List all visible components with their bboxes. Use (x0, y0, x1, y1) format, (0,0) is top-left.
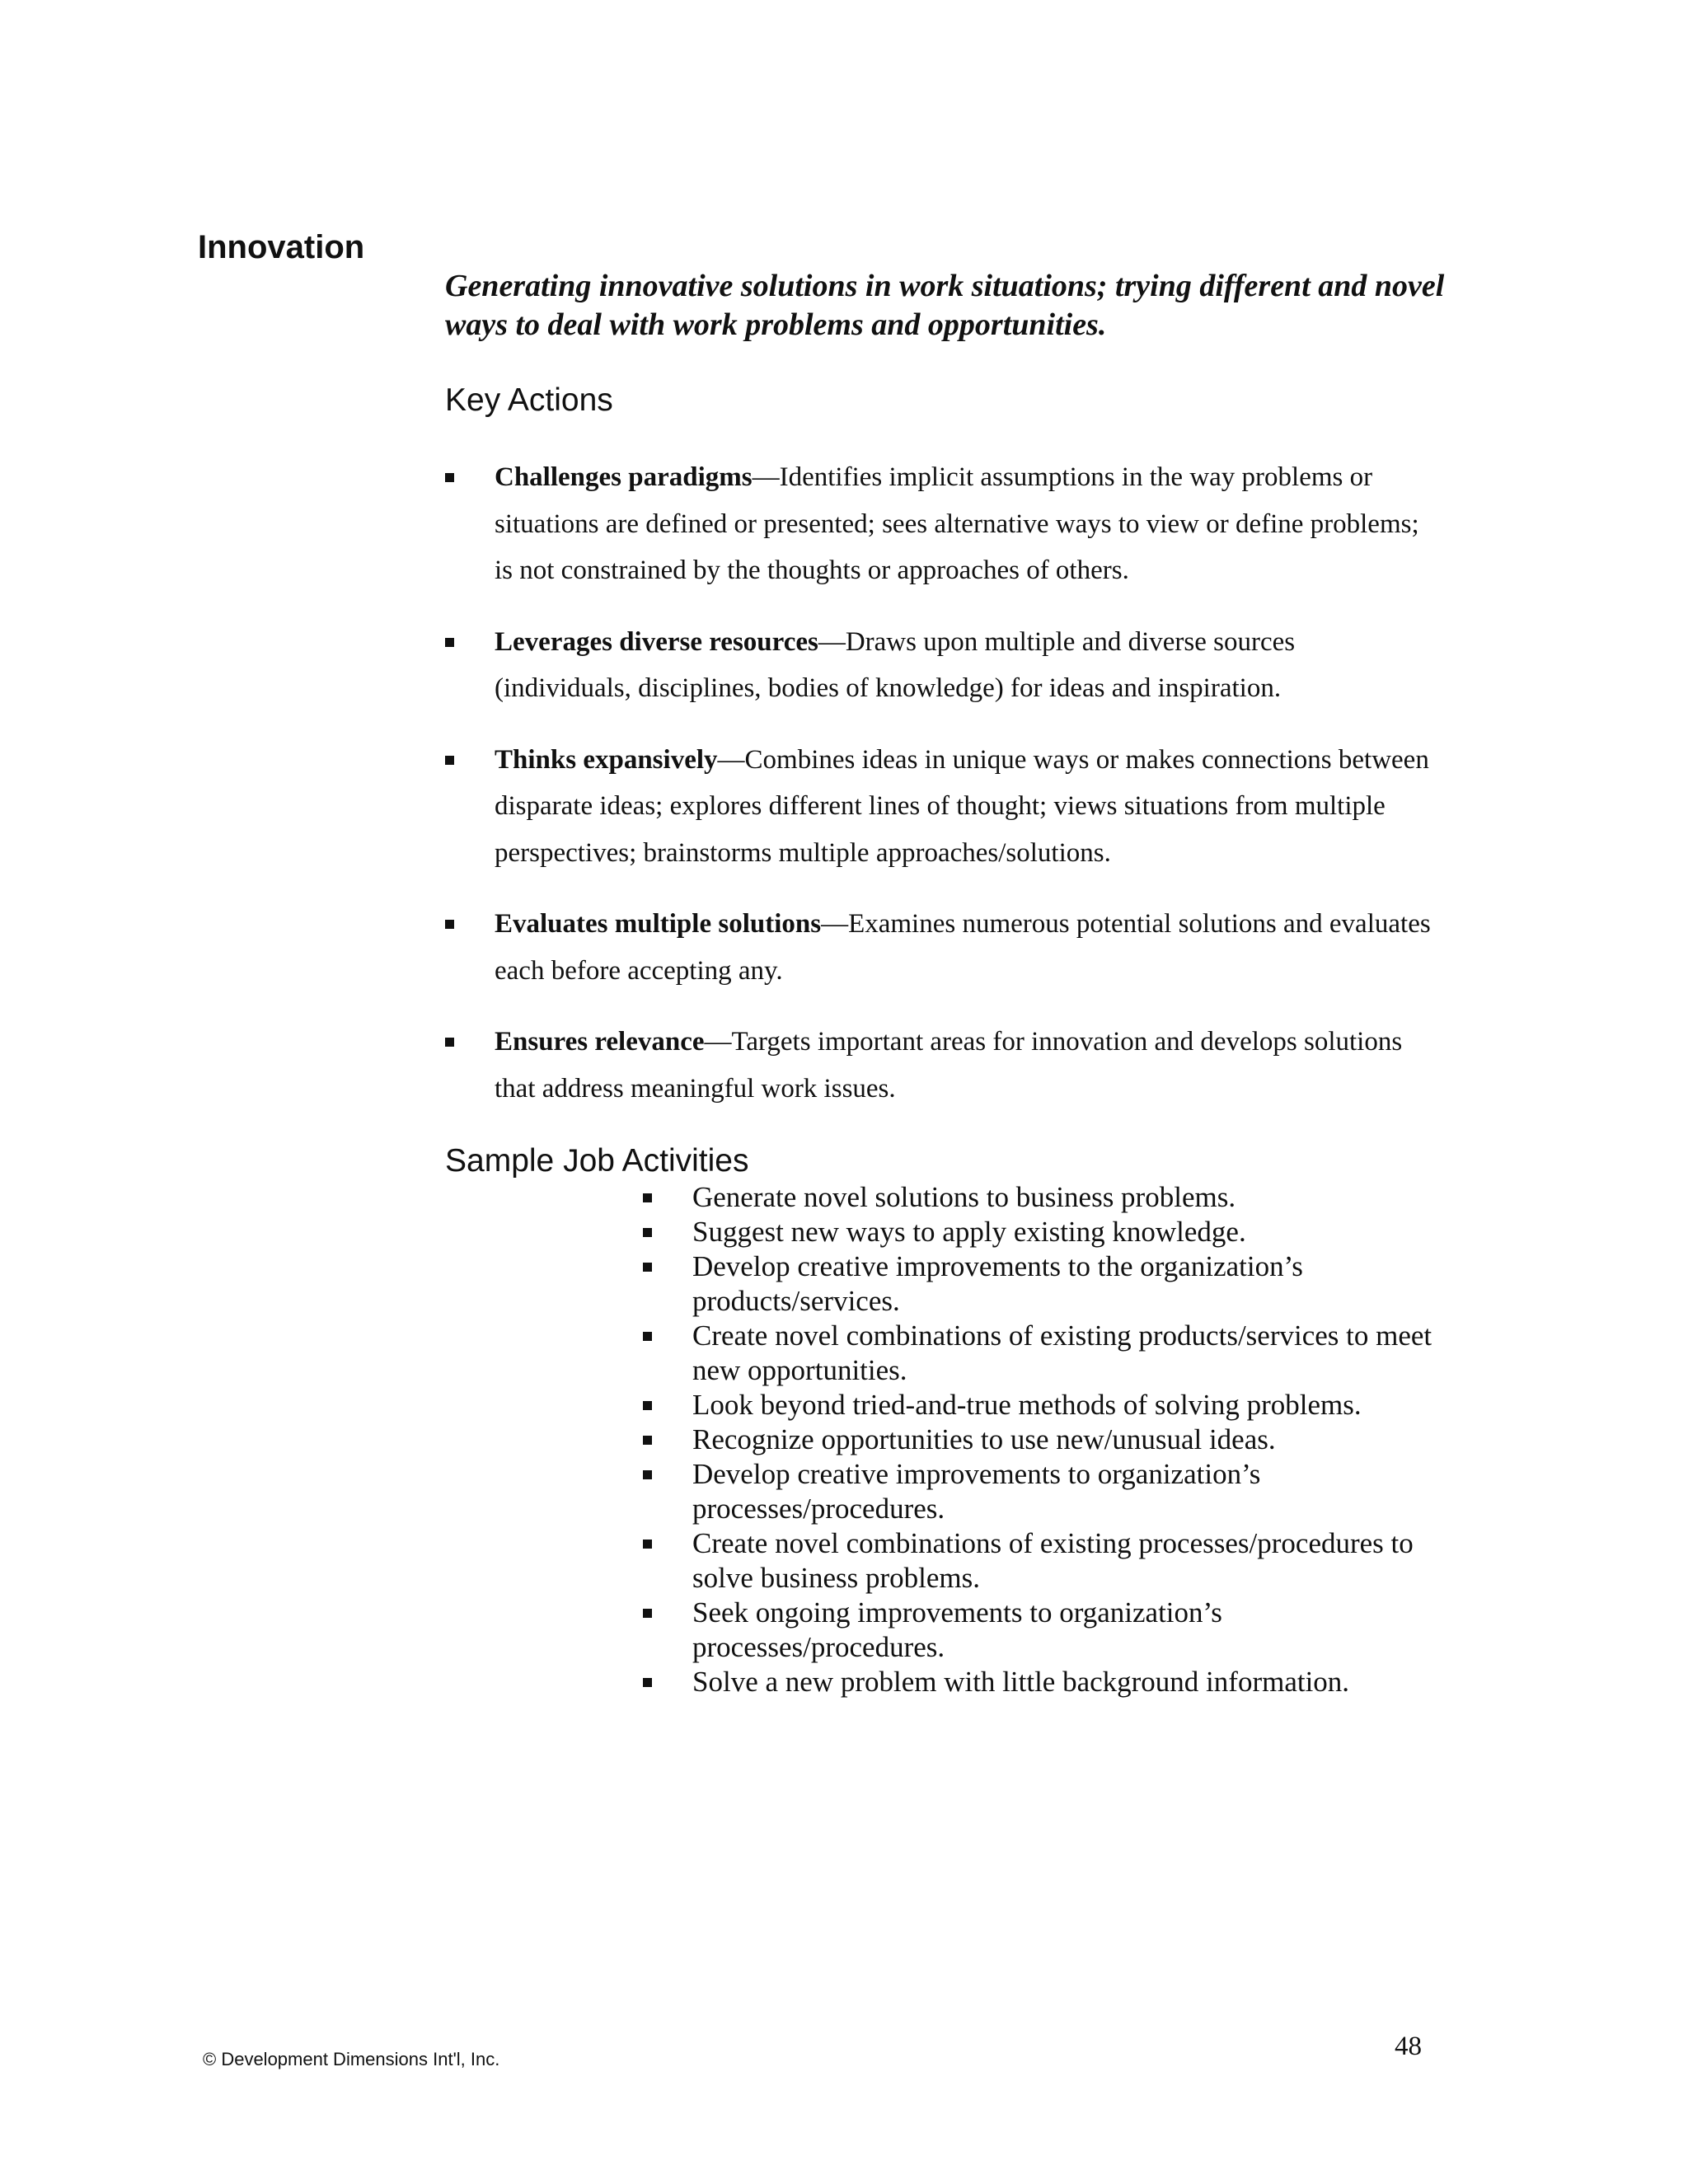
activity-item (643, 1665, 1451, 1699)
key-action-item (445, 619, 1434, 712)
activity-item (643, 1422, 1451, 1457)
square-bullet-icon (643, 1470, 652, 1479)
square-bullet-icon (445, 920, 454, 929)
key-action-text: —Targets important areas for innovation and develops solutions that address meaningful work issues. (495, 1027, 1403, 1104)
activity-item (643, 1596, 1451, 1665)
activity-item (643, 1319, 1451, 1388)
sample-job-activities-heading: Sample Job Activities (445, 1143, 749, 1179)
square-bullet-icon (445, 756, 454, 765)
activity-text: Look beyond tried-and-true methods of solving problems. (692, 1389, 1362, 1421)
activity-item (643, 1215, 1451, 1249)
square-bullet-icon (643, 1193, 652, 1202)
square-bullet-icon (643, 1609, 652, 1618)
activity-text: Develop creative improvements to the organization’s products/services. (692, 1250, 1303, 1317)
activity-text: Suggest new ways to apply existing knowledge. (692, 1216, 1246, 1248)
square-bullet-icon (445, 473, 454, 482)
key-action-item (445, 737, 1434, 877)
key-action-text: —Combines ideas in unique ways or makes connections between disparate ideas; explores different lines of thought; views situations from multiple perspectives; brainstorms multiple approaches/solutions. (495, 744, 1429, 868)
key-action-item (445, 454, 1434, 594)
section-title: Innovation (198, 229, 365, 265)
sample-job-activities-list (643, 1180, 1451, 1699)
key-action-item (445, 1019, 1434, 1112)
square-bullet-icon (643, 1401, 652, 1410)
key-action-term: Evaluates multiple solutions (495, 909, 822, 939)
key-action-term: Leverages diverse resources (495, 626, 818, 657)
square-bullet-icon (643, 1263, 652, 1272)
key-action-text: —Identifies implicit assumptions in the way problems or situations are defined or presented; sees alternative ways to view or define problems; is not constrained by the thoughts or approaches of others. (495, 462, 1419, 585)
competency-definition: Generating innovative solutions in work situations; trying different and novel ways to deal with work problems and opportunities. (445, 269, 1445, 342)
square-bullet-icon (643, 1540, 652, 1549)
copyright-notice: © Development Dimensions Int'l, Inc. (203, 2049, 500, 2069)
page-number: 48 (1395, 2032, 1422, 2061)
activity-item (643, 1180, 1451, 1215)
square-bullet-icon (643, 1332, 652, 1341)
activity-item (643, 1249, 1451, 1319)
square-bullet-icon (445, 1038, 454, 1047)
activity-text: Develop creative improvements to organization’s processes/procedures. (692, 1458, 1261, 1525)
key-actions-list (445, 454, 1434, 1137)
square-bullet-icon (643, 1678, 652, 1687)
key-action-term: Thinks expansively (495, 744, 718, 775)
key-action-term: Challenges paradigms (495, 462, 753, 492)
key-action-term: Ensures relevance (495, 1027, 705, 1057)
activity-text: Create novel combinations of existing processes/procedures to solve business problems. (692, 1527, 1414, 1594)
activity-text: Recognize opportunities to use new/unusual ideas. (692, 1423, 1276, 1455)
key-action-item (445, 901, 1434, 994)
activity-text: Solve a new problem with little background information. (692, 1666, 1350, 1698)
square-bullet-icon (445, 638, 454, 647)
key-actions-heading: Key Actions (445, 382, 613, 418)
activity-item (643, 1526, 1451, 1596)
activity-text: Seek ongoing improvements to organization’s processes/procedures. (692, 1596, 1222, 1663)
key-action-text: —Draws upon multiple and diverse sources (individuals, disciplines, bodies of knowledge) for ideas and inspiration. (495, 626, 1296, 703)
activity-text: Create novel combinations of existing products/services to meet new opportunities. (692, 1319, 1432, 1386)
key-action-text: —Examines numerous potential solutions and evaluates each before accepting any. (495, 909, 1431, 986)
activity-text: Generate novel solutions to business problems. (692, 1181, 1236, 1213)
square-bullet-icon (643, 1436, 652, 1445)
activity-item (643, 1388, 1451, 1422)
activity-item (643, 1457, 1451, 1526)
square-bullet-icon (643, 1228, 652, 1237)
